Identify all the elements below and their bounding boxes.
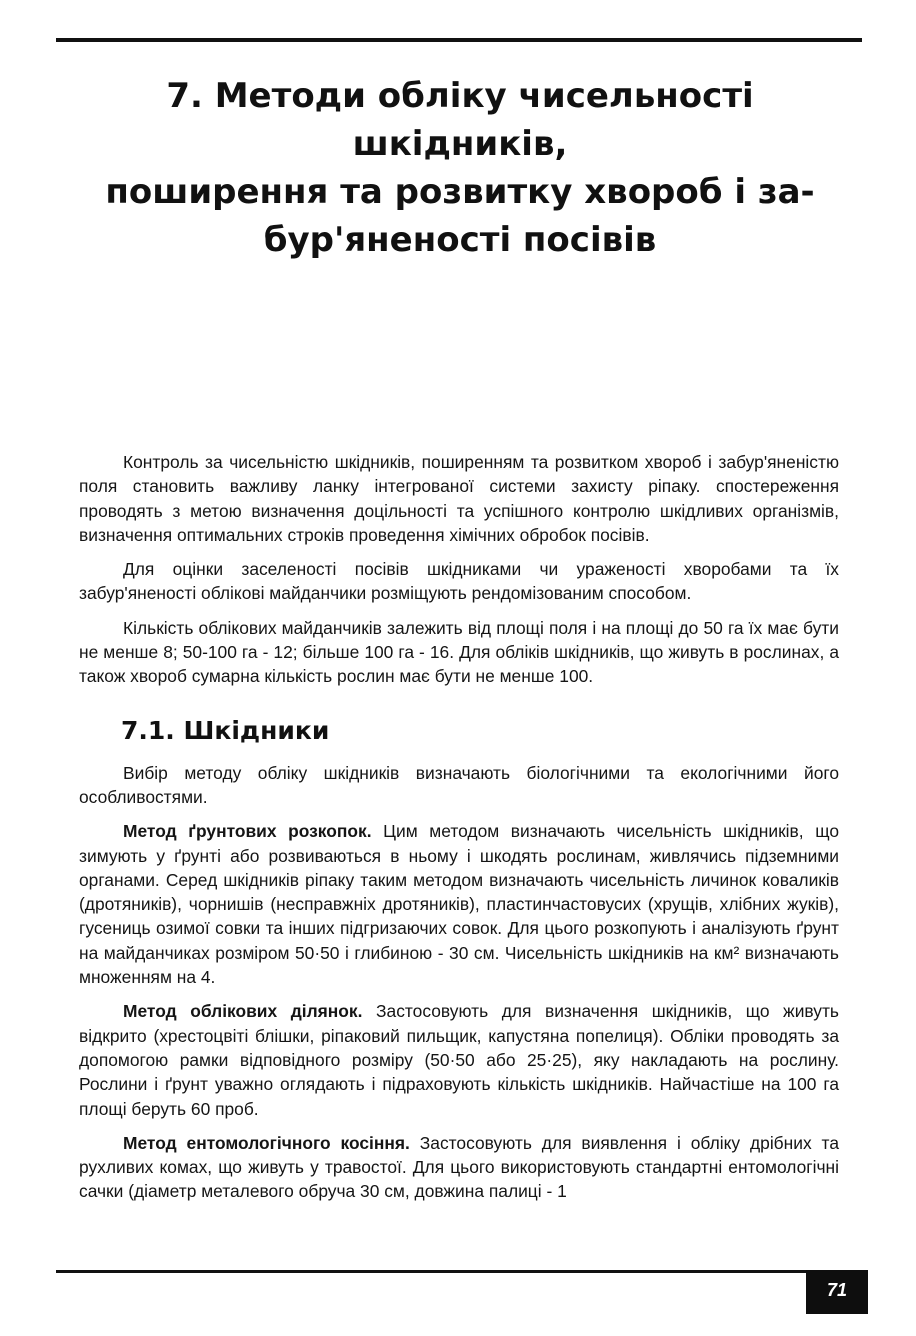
method-sweep-netting	[79, 1131, 839, 1204]
method-survey-plots	[79, 999, 839, 1120]
intro-paragraph-2: Для оцінки заселеності посівів шкідниками чи ураженості хворобами та їх забур'яненості облікові майданчики розміщують рендомізованим способом.	[79, 559, 839, 604]
top-rule	[56, 38, 862, 42]
chapter-title-line-1: 7. Методи обліку чисельності шкідників,	[166, 76, 754, 164]
method-survey-plots-text: Застосовують для визначення шкідників, що живуть відкрито (хрестоцвіті блішки, ріпаковий пильщик, капустяна попелиця). Обліки проводять за допомогою рамки відповідного розміру (50·50 або 25·25), яку накладають на рослину. Рослини і ґрунт уважно оглядають і підраховують кількість шкідників. Найчастіше на 100 га площі беруть 60 проб.	[79, 1001, 839, 1119]
chapter-title-line-2: поширення та розвитку хвороб і за-	[105, 172, 815, 212]
intro-paragraph-1: Контроль за чисельністю шкідників, поширенням та розвитком хвороб і забур'яненістю поля становить важливу ланку інтегрованої системи захисту ріпаку. спостереження проводять з метою визначення доцільності та успішного контролю шкідливих організмів, визначення оптимальних строків проведення хімічних обробок посівів.	[79, 452, 839, 545]
method-survey-plots-term: Метод облікових ділянок.	[123, 1001, 363, 1022]
chapter-title	[60, 72, 860, 264]
bottom-rule	[56, 1270, 862, 1273]
section-heading: 7.1. Шкідники	[121, 715, 330, 745]
method-soil-excavation	[79, 819, 839, 989]
intro-paragraph-3: Кількість облікових майданчиків залежить від площі поля і на площі до 50 га їх має бути не менше 8; 50-100 га - 12; більше 100 га - 16. Для обліків шкідників, що живуть в рослинах, а також хвороб сумарна кількість рослин має бути не менше 100.	[79, 617, 839, 687]
method-sweep-netting-term: Метод ентомологічного косіння.	[123, 1132, 410, 1153]
chapter-title-line-3: бур'яненості посівів	[263, 220, 657, 260]
method-soil-excavation-term: Метод ґрунтових розкопок.	[123, 821, 372, 842]
method-sweep-netting-text: Застосовують для виявлення і обліку дрібних та рухливих комах, що живуть у травостої. Для цього використовують стандартні ентомологічні сачки (діаметр металевого обруча 30 см, довжина палиці - 1	[79, 1132, 839, 1202]
method-soil-excavation-text: Цим методом визначають чисельність шкідників, що зимують у ґрунті або розвиваються в ньому і шкодять рослинам, живлячись підземними органами. Серед шкідників ріпаку таким методом визначають чисельність личинок коваликів (дротяників), чорнишів (несправжніх дротяників), пластинчастовусих (хрущів, хлібних жуків), гусениць озимої совки та інших підгризаючих совок. Для цього розкопують і аналізують ґрунт на майданчиках розміром 50·50 і глибиною - 30 см. Чисельність шкідників на км² визначають множенням на 4.	[79, 821, 839, 988]
section-intro-paragraph: Вибір методу обліку шкідників визначають біологічними та екологічними його особливостями.	[79, 762, 839, 807]
page-body	[79, 450, 839, 1214]
page-number: 71	[806, 1270, 868, 1314]
